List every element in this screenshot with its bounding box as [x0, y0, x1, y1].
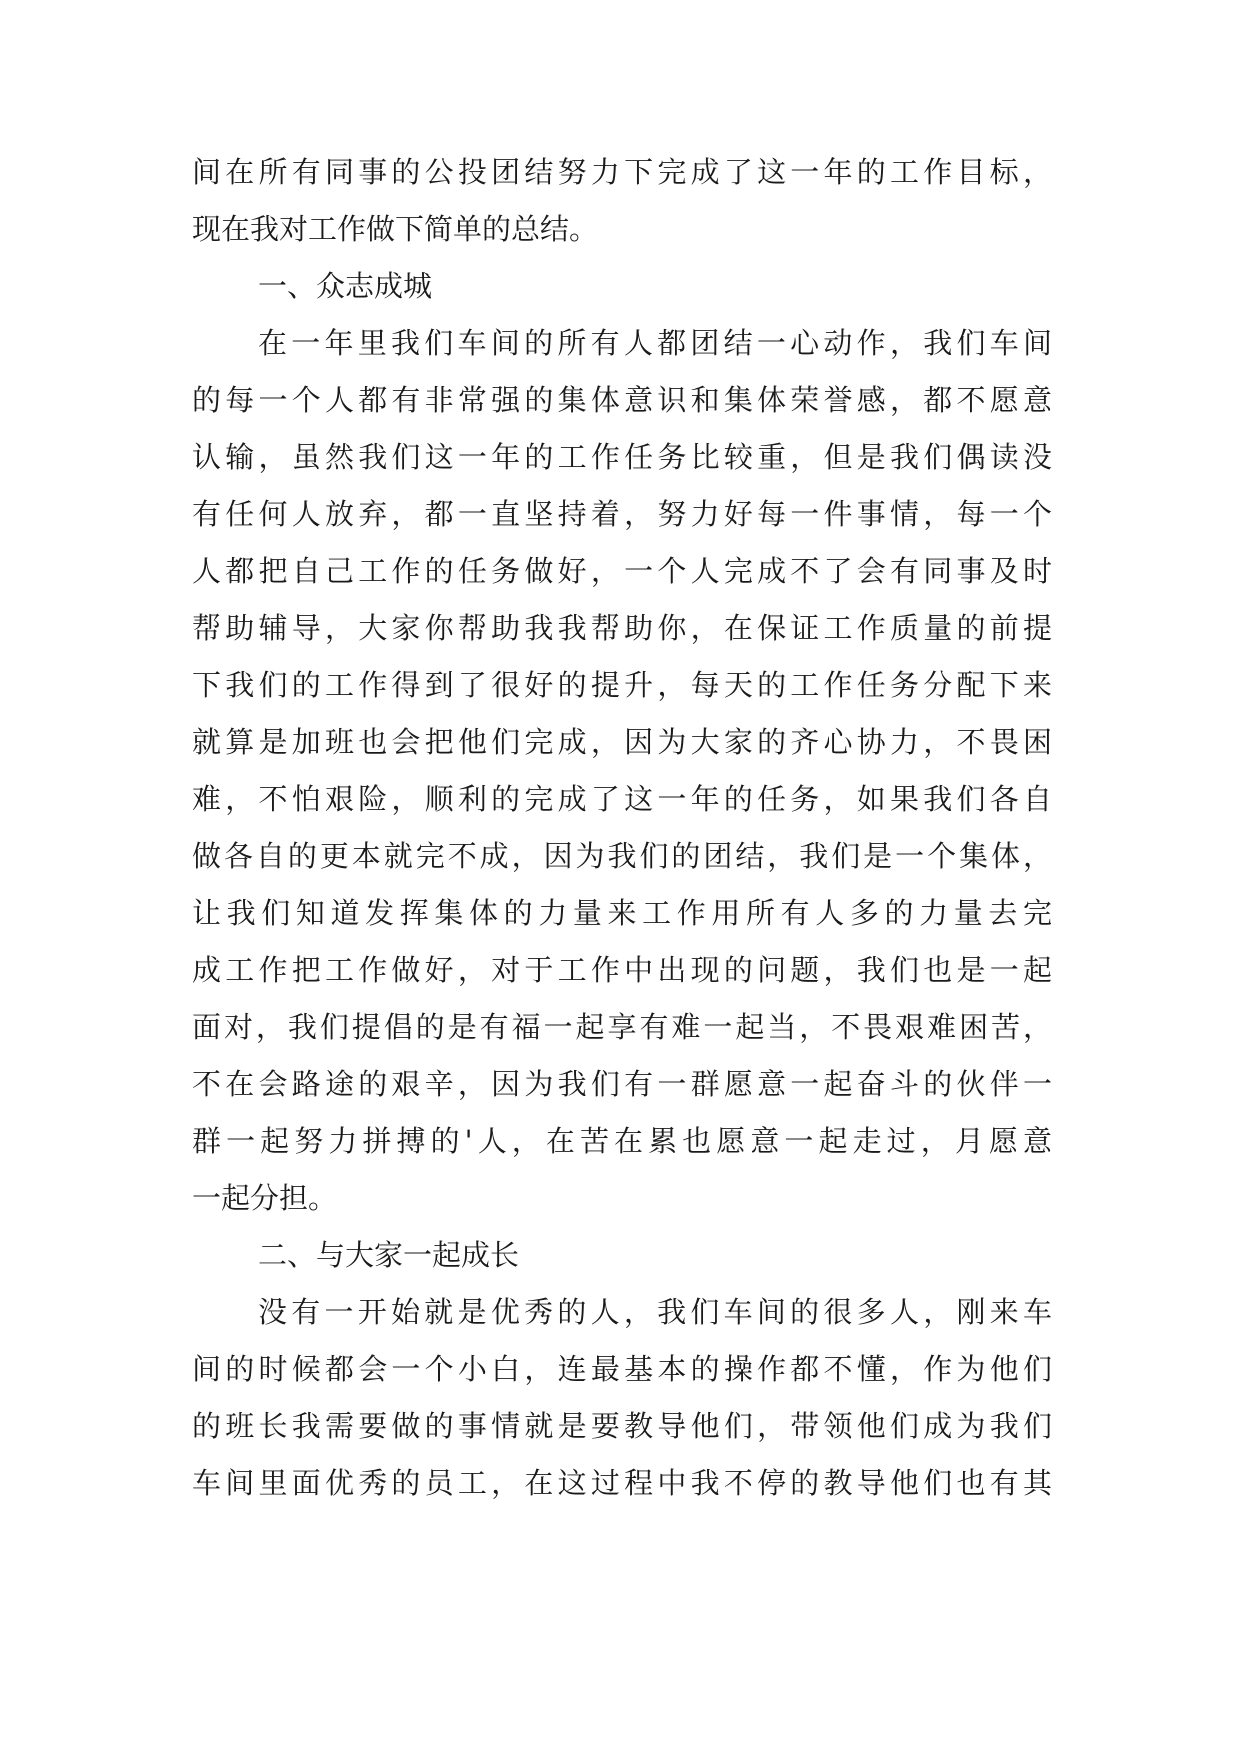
body-text-line: 间在所有同事的公投团结努力下完成了这一年的工作目标， [192, 155, 1052, 189]
body-text-line: 在一年里我们车间的所有人都团结一心动作，我们车间 [258, 326, 1052, 360]
body-text-line: 面对，我们提倡的是有福一起享有难一起当，不畏艰难困苦， [192, 1010, 1052, 1044]
body-text-line: 不在会路途的艰辛，因为我们有一群愿意一起奋斗的伙伴一 [192, 1067, 1052, 1101]
body-text-line: 间的时候都会一个小白，连最基本的操作都不懂，作为他们 [192, 1352, 1052, 1386]
body-text-line: 做各自的更本就完不成，因为我们的团结，我们是一个集体， [192, 839, 1052, 873]
section-heading-1: 一、众志成城 [258, 269, 433, 303]
body-text-line: 没有一开始就是优秀的人，我们车间的很多人，刚来车 [258, 1295, 1052, 1329]
body-text-line: 车间里面优秀的员工，在这过程中我不停的教导他们也有其 [192, 1466, 1052, 1500]
body-text-line: 人都把自己工作的任务做好，一个人完成不了会有同事及时 [192, 554, 1052, 588]
body-text-line: 成工作把工作做好，对于工作中出现的问题，我们也是一起 [192, 953, 1052, 987]
body-text-line: 认输，虽然我们这一年的工作任务比较重，但是我们偶读没 [192, 440, 1052, 474]
body-text-line: 难，不怕艰险，顺利的完成了这一年的任务，如果我们各自 [192, 782, 1052, 816]
section-heading-2: 二、与大家一起成长 [258, 1238, 520, 1272]
body-text-line: 的班长我需要做的事情就是要教导他们，带领他们成为我们 [192, 1409, 1052, 1443]
body-text-line: 有任何人放弃，都一直坚持着，努力好每一件事情，每一个 [192, 497, 1052, 531]
body-text-line: 让我们知道发挥集体的力量来工作用所有人多的力量去完 [192, 896, 1052, 930]
body-text-line: 就算是加班也会把他们完成，因为大家的齐心协力，不畏困 [192, 725, 1052, 759]
body-text-line: 群一起努力拼搏的'人，在苦在累也愿意一起走过，月愿意 [192, 1124, 1052, 1158]
body-text-line: 的每一个人都有非常强的集体意识和集体荣誉感，都不愿意 [192, 383, 1052, 417]
body-text-line: 一起分担。 [192, 1181, 338, 1215]
body-text-line: 现在我对工作做下简单的总结。 [192, 212, 599, 246]
body-text-line: 帮助辅导，大家你帮助我我帮助你，在保证工作质量的前提 [192, 611, 1052, 645]
body-text-line: 下我们的工作得到了很好的提升，每天的工作任务分配下来 [192, 668, 1052, 702]
